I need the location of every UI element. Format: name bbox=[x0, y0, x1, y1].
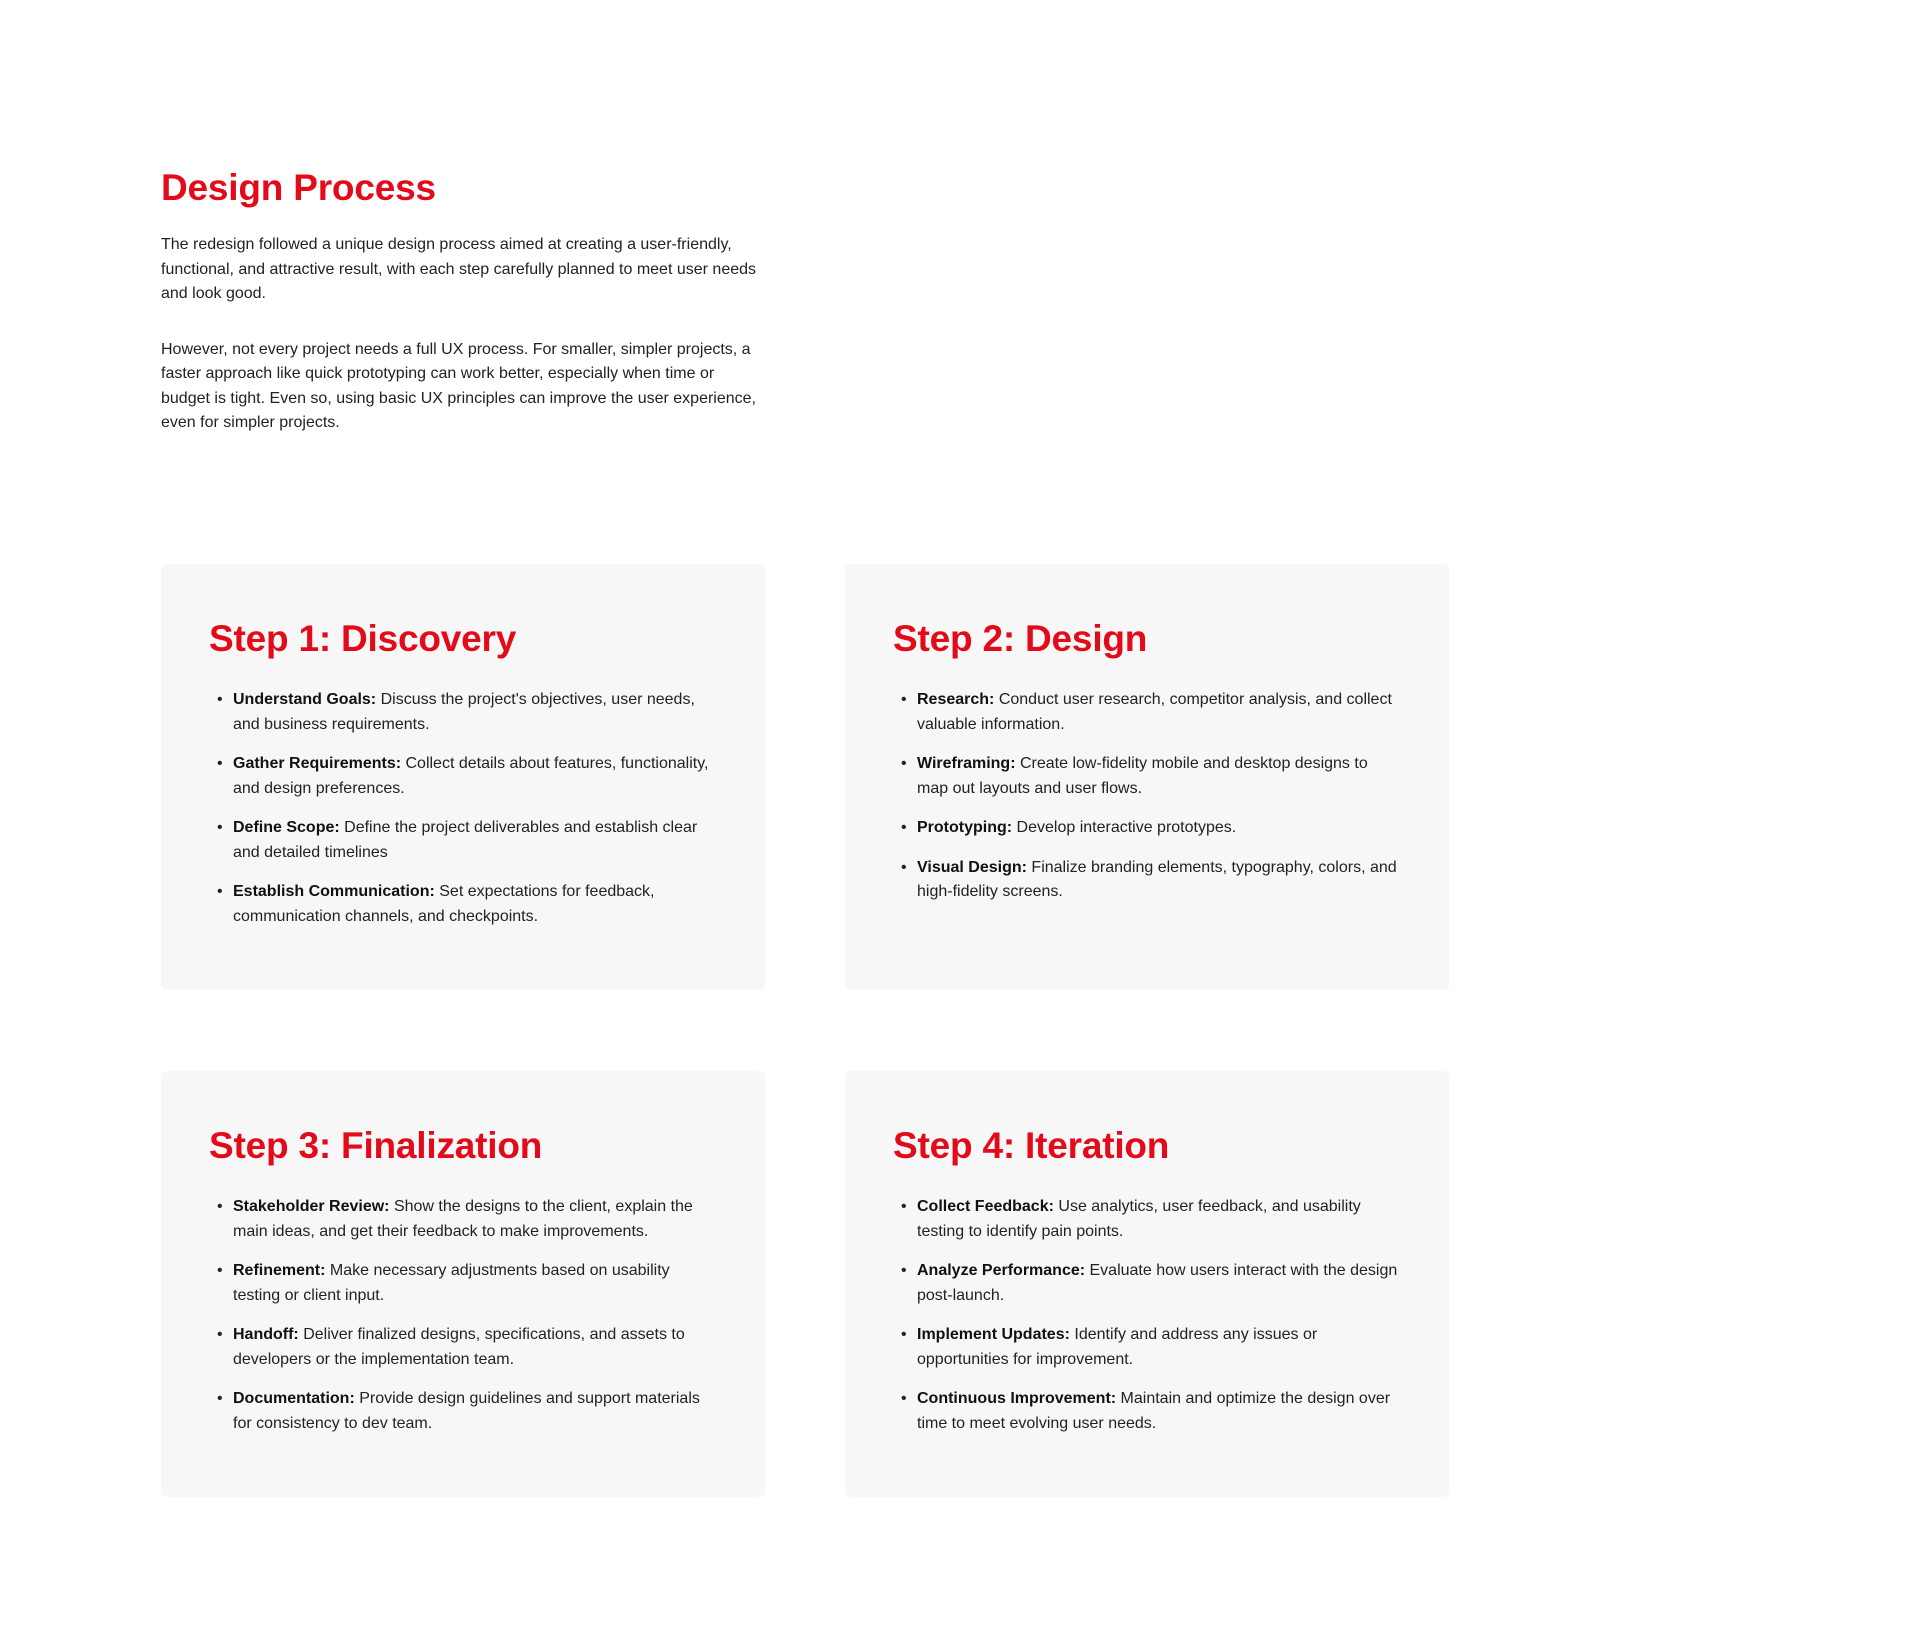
bullet-icon: • bbox=[901, 819, 907, 836]
item-term: Define Scope: bbox=[233, 819, 340, 836]
bullet-icon: • bbox=[901, 858, 907, 876]
item-text: Conduct user research, competitor analysis, and collect valuable information. bbox=[917, 691, 1392, 733]
step-card-finalization bbox=[161, 1071, 765, 1497]
list-item bbox=[209, 752, 717, 801]
item-term: Understand Goals: bbox=[233, 691, 377, 708]
list-item bbox=[209, 1259, 717, 1308]
list-item bbox=[893, 1387, 1401, 1436]
item-term: Establish Communication: bbox=[233, 883, 435, 900]
bullet-icon: • bbox=[217, 1390, 223, 1407]
item-text: Evaluate how users interact with the design post-launch. bbox=[917, 1262, 1398, 1304]
bullet-icon: • bbox=[901, 1262, 907, 1279]
item-term: Handoff: bbox=[233, 1326, 299, 1343]
item-text: Finalize branding elements, typography, colors, and high-fidelity screens. bbox=[917, 858, 1397, 900]
item-text: Maintain and optimize the design over time to meet evolving user needs. bbox=[917, 1390, 1391, 1432]
item-text: Make necessary adjustments based on usability testing or client input. bbox=[233, 1262, 670, 1304]
list-item bbox=[893, 1323, 1401, 1372]
list-item bbox=[893, 856, 1401, 905]
bullet-icon: • bbox=[217, 1198, 223, 1215]
step-card-design bbox=[845, 564, 1449, 990]
step-list bbox=[209, 1195, 717, 1436]
step-card-discovery bbox=[161, 564, 765, 990]
list-item bbox=[893, 816, 1401, 841]
item-term: Research: bbox=[917, 691, 995, 708]
item-term: Collect Feedback: bbox=[917, 1198, 1054, 1215]
list-item bbox=[893, 1259, 1401, 1308]
bullet-icon: • bbox=[217, 1326, 223, 1343]
list-item bbox=[893, 752, 1401, 801]
item-term: Visual Design: bbox=[917, 858, 1027, 876]
bullet-icon: • bbox=[217, 819, 223, 836]
item-text: Discuss the project's objectives, user needs, and business requirements. bbox=[233, 691, 695, 733]
item-text: Set expectations for feedback, communication channels, and checkpoints. bbox=[233, 883, 655, 925]
step-list bbox=[893, 1195, 1401, 1436]
bullet-icon: • bbox=[901, 1326, 907, 1343]
step-card-iteration bbox=[845, 1071, 1449, 1497]
step-title: Step 1: Discovery bbox=[209, 618, 517, 659]
bullet-icon: • bbox=[217, 691, 223, 708]
step-title: Step 3: Finalization bbox=[209, 1125, 543, 1166]
item-term: Gather Requirements: bbox=[233, 755, 402, 772]
list-item bbox=[209, 880, 717, 929]
step-title: Step 4: Iteration bbox=[893, 1125, 1170, 1166]
step-list bbox=[209, 688, 717, 929]
bullet-icon: • bbox=[217, 1262, 223, 1279]
item-term: Analyze Performance: bbox=[917, 1262, 1086, 1279]
item-text: Show the designs to the client, explain the main ideas, and get their feedback to make improvements. bbox=[233, 1198, 693, 1240]
list-item bbox=[209, 1387, 717, 1436]
item-text: Use analytics, user feedback, and usability testing to identify pain points. bbox=[917, 1198, 1361, 1240]
item-term: Stakeholder Review: bbox=[233, 1198, 390, 1215]
step-title: Step 2: Design bbox=[893, 618, 1148, 659]
item-term: Implement Updates: bbox=[917, 1326, 1070, 1343]
bullet-icon: • bbox=[217, 755, 223, 772]
item-text: Collect details about features, functionality, and design preferences. bbox=[233, 755, 709, 797]
item-text: Identify and address any issues or opportunities for improvement. bbox=[917, 1326, 1318, 1368]
step-list bbox=[893, 688, 1401, 905]
list-item bbox=[209, 1195, 717, 1244]
bullet-icon: • bbox=[901, 1390, 907, 1407]
list-item bbox=[209, 816, 717, 865]
bullet-icon: • bbox=[217, 883, 223, 900]
list-item bbox=[893, 688, 1401, 737]
page-title: Design Process bbox=[161, 167, 436, 208]
intro-paragraph: However, not every project needs a full UX process. For smaller, simpler projects, a faster approach like quick prototyping can work better, especially when time or budget is tight. Even so, using basic UX principles can improve the user experience, even for simpler projects. bbox=[161, 340, 756, 431]
item-text: Deliver finalized designs, specifications, and assets to developers or the implementation team. bbox=[233, 1326, 685, 1368]
item-term: Refinement: bbox=[233, 1262, 326, 1279]
item-text: Create low-fidelity mobile and desktop designs to map out layouts and user flows. bbox=[917, 755, 1368, 797]
bullet-icon: • bbox=[901, 1198, 907, 1215]
list-item bbox=[209, 688, 717, 737]
item-text: Provide design guidelines and support materials for consistency to dev team. bbox=[233, 1390, 700, 1432]
item-term: Continuous Improvement: bbox=[917, 1390, 1117, 1407]
item-term: Prototyping: bbox=[917, 819, 1013, 836]
bullet-icon: • bbox=[901, 691, 907, 708]
intro-section bbox=[161, 165, 761, 436]
item-text: Define the project deliverables and establish clear and detailed timelines bbox=[233, 819, 698, 861]
list-item bbox=[209, 1323, 717, 1372]
intro-paragraph: The redesign followed a unique design process aimed at creating a user-friendly, functional, and attractive result, with each step carefully planned to meet user needs and look good. bbox=[161, 236, 757, 302]
list-item bbox=[893, 1195, 1401, 1244]
bullet-icon: • bbox=[901, 755, 907, 772]
item-term: Wireframing: bbox=[917, 755, 1016, 772]
item-text: Develop interactive prototypes. bbox=[1012, 819, 1237, 836]
item-term: Documentation: bbox=[233, 1390, 355, 1407]
